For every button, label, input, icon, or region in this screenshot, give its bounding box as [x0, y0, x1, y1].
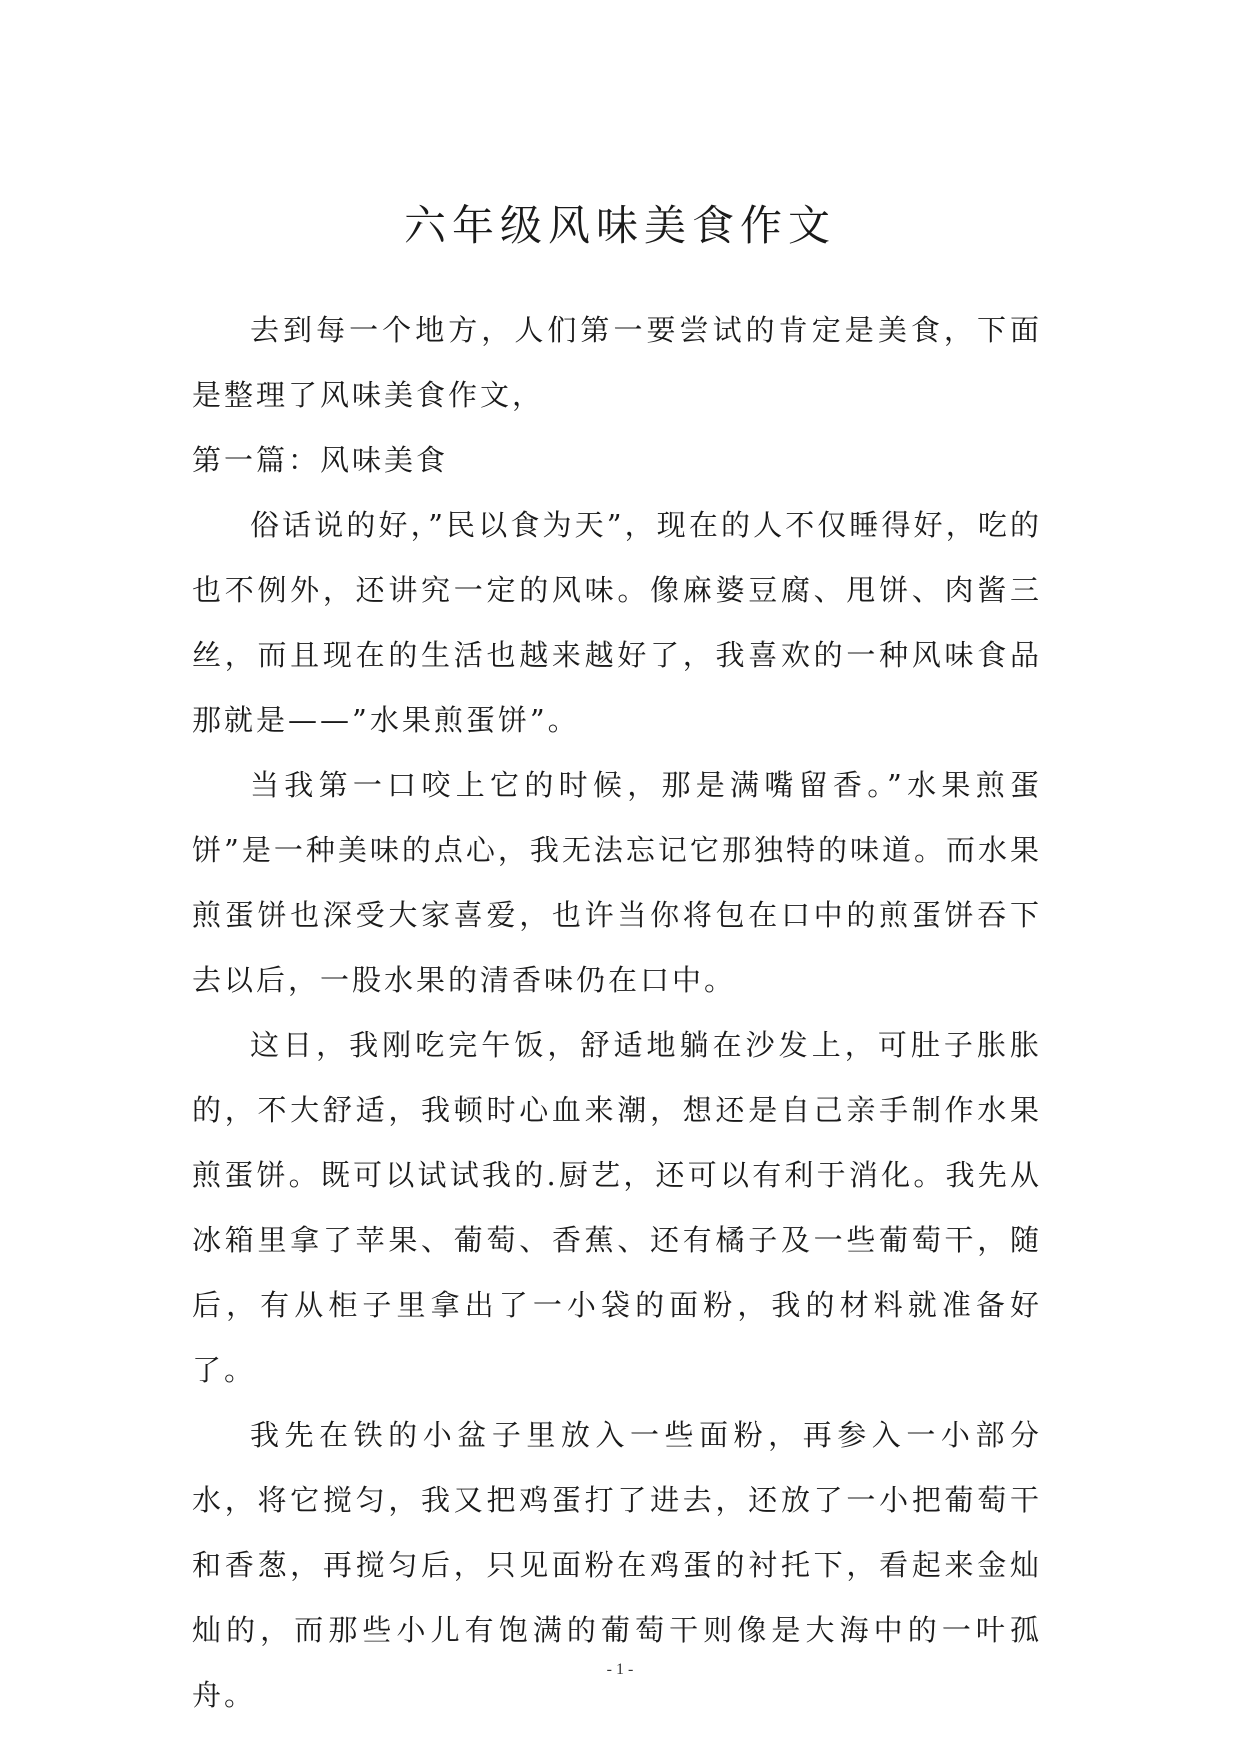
page-number: - 1 -	[606, 1661, 634, 1678]
document-body	[192, 298, 1042, 1728]
document-title: 六年级风味美食作文	[403, 201, 836, 250]
section-heading: 第一篇：风味美食	[192, 443, 449, 477]
body-paragraph-2: 当我第一口咬上它的时候，那是满嘴留香。”水果煎蛋饼”是一种美味的点心，我无法忘记它那独特的味道。而水果煎蛋饼也深受大家喜爱，也许当你将包在口中的煎蛋饼吞下去以后，一股水果的清香味仍在口中。	[192, 768, 1042, 997]
body-paragraph-3: 这日，我刚吃完午饭，舒适地躺在沙发上，可肚子胀胀的，不大舒适，我顿时心血来潮，想还是自己亲手制作水果煎蛋饼。既可以试试我的.厨艺，还可以有利于消化。我先从冰箱里拿了苹果、葡萄、香蕉、还有橘子及一些葡萄干，随后，有从柜子里拿出了一小袋的面粉，我的材料就准备好了。	[192, 1028, 1042, 1387]
intro-paragraph: 去到每一个地方，人们第一要尝试的肯定是美食，下面是整理了风味美食作文，	[192, 313, 1042, 412]
body-paragraph-1: 俗话说的好，”民以食为天”，现在的人不仅睡得好，吃的也不例外，还讲究一定的风味。像麻婆豆腐、甩饼、肉酱三丝，而且现在的生活也越来越好了，我喜欢的一种风味食品那就是——”水果煎蛋饼”。	[192, 508, 1042, 737]
body-paragraph-4: 我先在铁的小盆子里放入一些面粉，再参入一小部分水，将它搅匀，我又把鸡蛋打了进去，还放了一小把葡萄干和香葱，再搅匀后，只见面粉在鸡蛋的衬托下，看起来金灿灿的，而那些小儿有饱满的葡萄干则像是大海中的一叶孤舟。	[192, 1418, 1042, 1712]
